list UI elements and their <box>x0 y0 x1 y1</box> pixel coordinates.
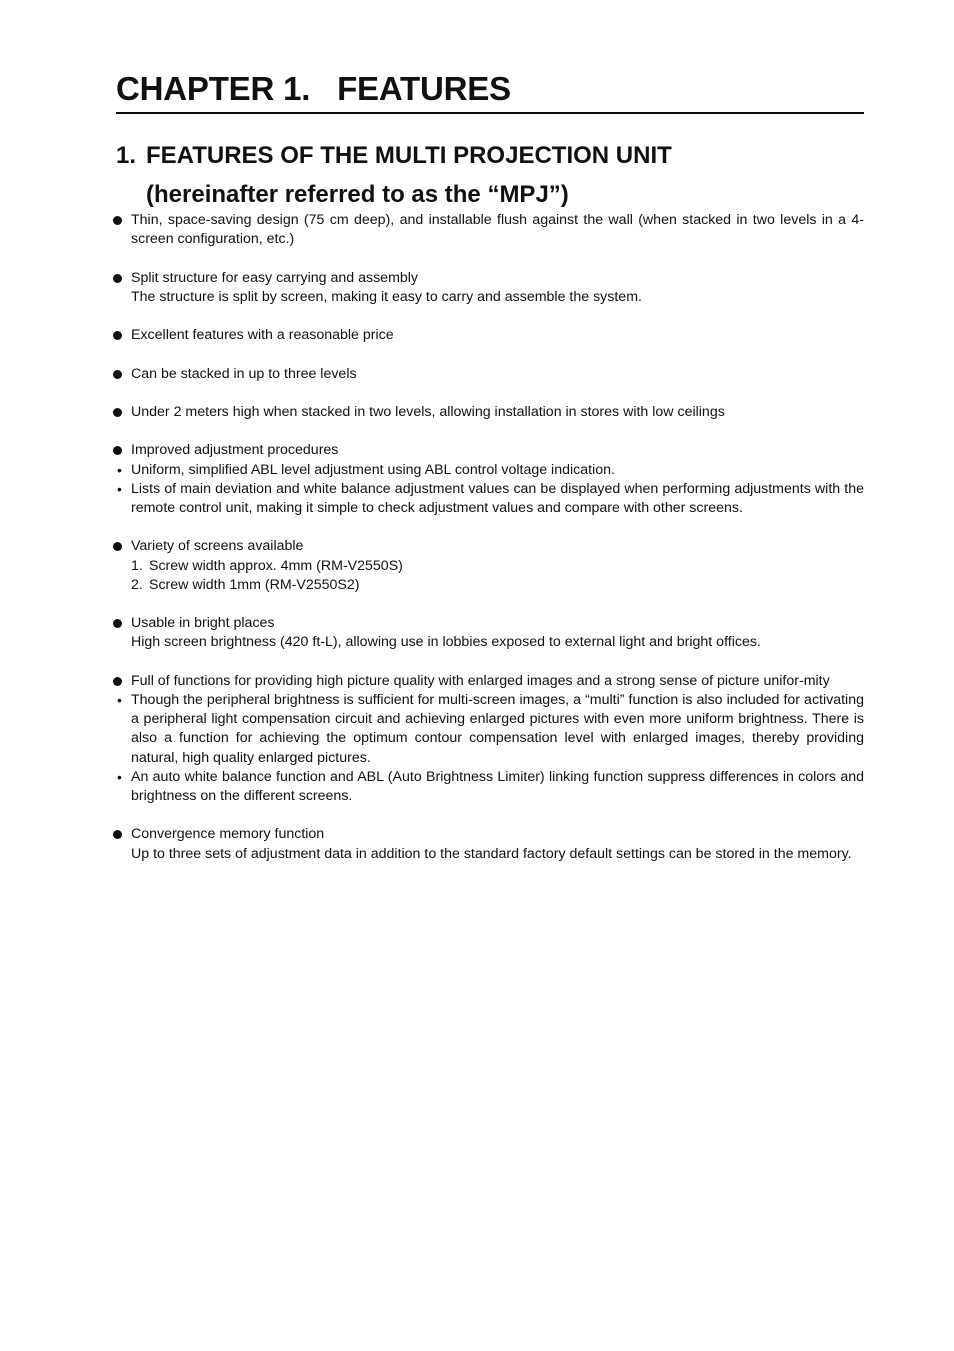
feature-text: Up to three sets of adjustment data in addition to the standard factory default settings can be stored in the memory. <box>131 845 852 862</box>
feature-item <box>112 614 864 652</box>
numbered-item-text: Screw width 1mm (RM-V2550S2) <box>149 576 360 593</box>
sub-item-text: Though the peripheral brightness is sufficient for multi-screen images, a “multi” function is also included for activating a peripheral light compensation circuit and achieving enlarged pictures with even more uniform brightness. There is also a function for achieving the optimum contour compensation level with enlarged images, thereby providing natural, high quality enlarged pictures. <box>131 691 864 766</box>
numbered-item-text: Screw width approx. 4mm (RM-V2550S) <box>149 557 403 574</box>
feature-heading: Variety of screens available <box>131 538 304 555</box>
feature-heading: Can be stacked in up to three levels <box>131 365 357 382</box>
feature-item <box>112 537 864 595</box>
feature-heading: Thin, space-saving design (75 cm deep), and installable flush against the wall (when stacked in two levels in a 4-screen configuration, etc.) <box>131 212 864 248</box>
section-number: 1. <box>116 142 137 169</box>
bullet-icon <box>113 619 122 628</box>
feature-text: The structure is split by screen, making it easy to carry and assemble the system. <box>131 288 642 305</box>
bullet-icon <box>113 216 122 225</box>
feature-text: High screen brightness (420 ft-L), allowing use in lobbies exposed to external light and bright offices. <box>131 634 761 651</box>
feature-item <box>112 365 864 384</box>
bullet-icon <box>113 446 122 455</box>
feature-item <box>112 672 864 806</box>
feature-list <box>112 211 864 883</box>
sub-item <box>117 691 864 768</box>
feature-item <box>112 441 864 518</box>
bullet-icon <box>113 370 122 379</box>
bullet-icon <box>113 331 122 340</box>
feature-item <box>112 269 864 307</box>
sub-item <box>117 768 864 806</box>
feature-heading: Excellent features with a reasonable price <box>131 327 394 344</box>
bullet-icon <box>113 830 122 839</box>
feature-heading: Convergence memory function <box>131 826 325 843</box>
numbered-item <box>131 557 864 576</box>
feature-heading: Usable in bright places <box>131 615 275 632</box>
sub-item <box>117 461 864 480</box>
sub-item-text: Uniform, simplified ABL level adjustment using ABL control voltage indication. <box>131 461 615 478</box>
feature-heading: Improved adjustment procedures <box>131 442 339 459</box>
feature-item <box>112 825 864 863</box>
feature-item <box>112 211 864 249</box>
feature-heading: Full of functions for providing high picture quality with enlarged images and a strong sense of picture unifor-mity <box>131 672 830 689</box>
bullet-icon <box>113 542 122 551</box>
numbered-item-number: 2. <box>131 576 143 593</box>
feature-item <box>112 403 864 422</box>
small-bullet-icon: • <box>117 768 122 785</box>
sub-item <box>117 480 864 518</box>
feature-heading: Split structure for easy carrying and assembly <box>131 269 419 286</box>
feature-heading: Under 2 meters high when stacked in two levels, allowing installation in stores with low ceilings <box>131 403 725 420</box>
section-title-line2: (hereinafter referred to as the “MPJ”) <box>146 181 569 208</box>
small-bullet-icon: • <box>117 691 122 708</box>
section-title <box>116 136 864 214</box>
bullet-icon <box>113 408 122 417</box>
chapter-title: CHAPTER 1. FEATURES <box>116 70 864 114</box>
bullet-icon <box>113 274 122 283</box>
numbered-item <box>131 576 864 595</box>
sub-item-text: An auto white balance function and ABL (Auto Brightness Limiter) linking function suppress differences in colors and brightness on the different screens. <box>131 768 864 804</box>
small-bullet-icon: • <box>117 461 122 478</box>
numbered-item-number: 1. <box>131 557 143 574</box>
small-bullet-icon: • <box>117 480 122 497</box>
sub-item-text: Lists of main deviation and white balance adjustment values can be displayed when performing adjustments with the remote control unit, making it simple to check adjustment values and compare with other screens. <box>131 480 864 516</box>
bullet-icon <box>113 677 122 686</box>
feature-item <box>112 326 864 345</box>
section-title-line1: FEATURES OF THE MULTI PROJECTION UNIT <box>146 142 672 169</box>
